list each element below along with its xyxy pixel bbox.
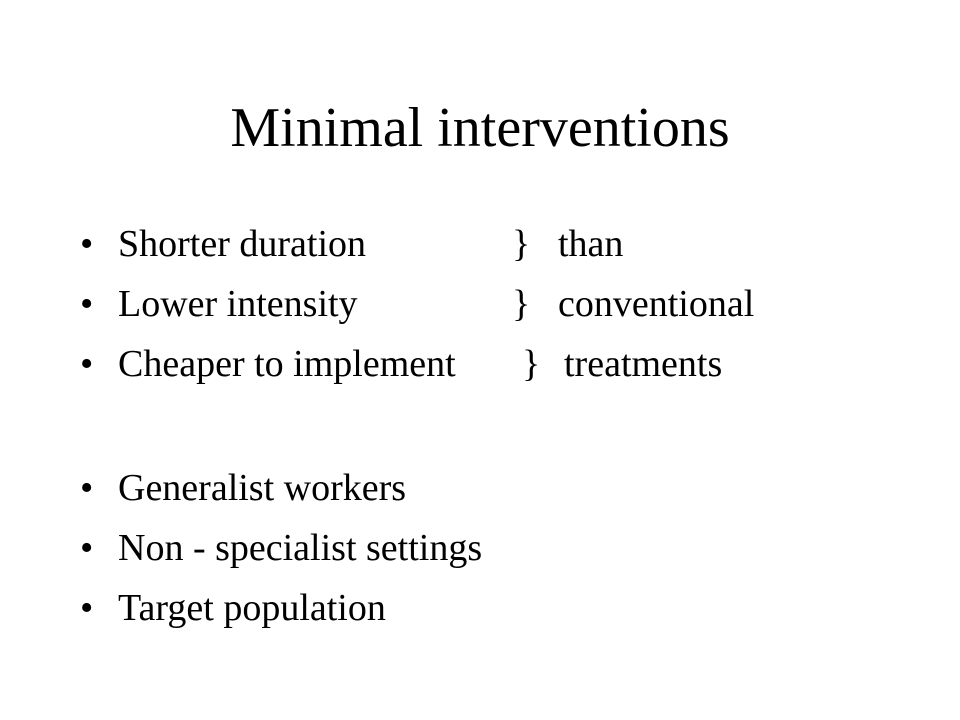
list-item-text: Shorter duration [118,223,367,265]
bullet-icon: • [80,587,94,629]
brace-icon: } [512,283,531,325]
bullet-icon: • [80,223,94,265]
list-item-suffix: than [558,223,624,265]
list-item-text: Lower intensity [118,283,358,325]
list-item-suffix: treatments [564,343,723,385]
bullet-icon: • [80,467,94,509]
list-item-text: Non - specialist settings [118,527,483,569]
bullet-icon: • [80,343,94,385]
bullet-icon: • [80,527,94,569]
slide-title: Minimal interventions [230,97,730,159]
list-item-text: Cheaper to implement [118,343,456,385]
bullet-icon: • [80,283,94,325]
list-item-text: Target population [118,587,386,629]
list-item-suffix: conventional [558,283,755,325]
brace-icon: } [522,343,541,385]
list-item-text: Generalist workers [118,467,407,509]
brace-icon: } [512,223,531,265]
